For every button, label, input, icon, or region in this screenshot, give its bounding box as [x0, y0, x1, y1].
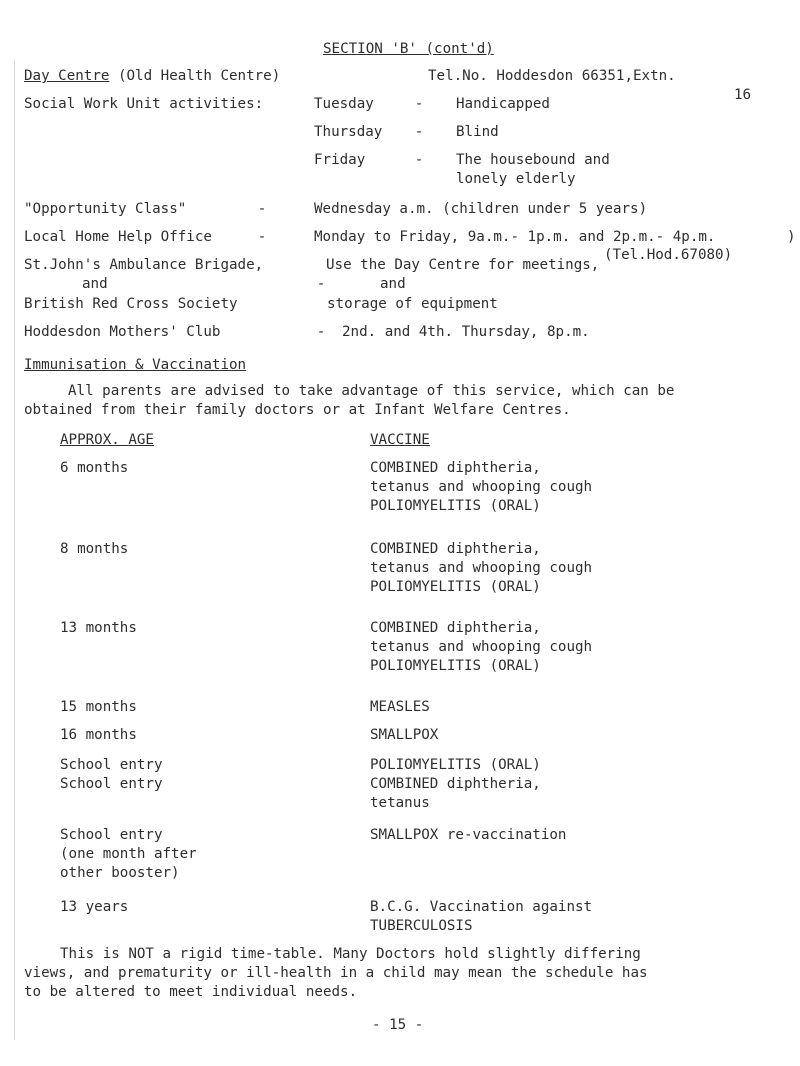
- red-cross-label: British Red Cross Society: [24, 296, 238, 312]
- day-centre-telephone: Tel.No. Hoddesdon 66351,Extn.: [428, 68, 676, 84]
- footer-note-line: to be altered to meet individual needs.: [24, 984, 358, 1000]
- page-edge-rule: [14, 60, 15, 1040]
- intro-line: All parents are advised to take advantage of this service, which can be: [68, 383, 675, 399]
- row-dash: -: [257, 201, 267, 217]
- storage-text: storage of equipment: [327, 296, 498, 312]
- opportunity-class-text: Wednesday a.m. (children under 5 years): [314, 201, 648, 217]
- meetings-and: and: [380, 276, 406, 292]
- day-centre-extension: 16: [734, 87, 752, 103]
- vaccine-line: COMBINED diphtheria,: [370, 776, 541, 792]
- day-centre-name: Day Centre: [24, 68, 110, 84]
- meetings-text: Use the Day Centre for meetings,: [326, 257, 600, 273]
- schedule-dash: -: [414, 152, 424, 168]
- schedule-dash: -: [414, 96, 424, 112]
- schedule-day: Tuesday: [314, 96, 374, 112]
- vaccine-line: POLIOMYELITIS (ORAL): [370, 757, 541, 773]
- vaccine-line: POLIOMYELITIS (ORAL): [370, 579, 541, 595]
- mothers-club-label: Hoddesdon Mothers' Club: [24, 324, 221, 340]
- vaccine-line: tetanus: [370, 795, 430, 811]
- vaccine-line: tetanus and whooping cough: [370, 479, 593, 495]
- vaccine-line: SMALLPOX re-vaccination: [370, 827, 567, 843]
- vaccine-line: COMBINED diphtheria,: [370, 460, 541, 476]
- day-centre-title: [24, 67, 280, 86]
- age-cell: 13 months: [60, 620, 137, 636]
- row-dash: -: [316, 324, 326, 340]
- and-label: and: [82, 276, 108, 292]
- age-cell: 15 months: [60, 699, 137, 715]
- schedule-activity: Handicapped: [456, 96, 550, 112]
- age-cell: 13 years: [60, 899, 129, 915]
- opportunity-class-label: "Opportunity Class": [24, 201, 187, 217]
- mothers-club-text: 2nd. and 4th. Thursday, 8p.m.: [342, 324, 590, 340]
- page-number: - 15 -: [372, 1017, 424, 1033]
- schedule-day: Thursday: [314, 124, 383, 140]
- vaccine-line: tetanus and whooping cough: [370, 639, 593, 655]
- day-centre-title-rest: (Old Health Centre): [117, 68, 281, 84]
- schedule-day: Friday: [314, 152, 366, 168]
- schedule-dash: -: [414, 124, 424, 140]
- schedule-activity: Blind: [456, 124, 499, 140]
- vaccine-line: POLIOMYELITIS (ORAL): [370, 658, 541, 674]
- age-cell: 8 months: [60, 541, 129, 557]
- vaccine-line: POLIOMYELITIS (ORAL): [370, 498, 541, 514]
- row-dash: -: [257, 229, 267, 245]
- footer-note-line: This is NOT a rigid time-table. Many Doctors hold slightly differing: [60, 946, 641, 962]
- vaccine-line: tetanus and whooping cough: [370, 560, 593, 576]
- age-cell: School entry: [60, 827, 163, 843]
- vaccine-line: TUBERCULOSIS: [370, 918, 473, 934]
- age-cell: School entry: [60, 776, 163, 792]
- vaccine-line: SMALLPOX: [370, 727, 439, 743]
- footer-note-line: views, and prematurity or ill-health in a child may mean the schedule has: [24, 965, 648, 981]
- age-cell: School entry: [60, 757, 163, 773]
- column-header-age: APPROX. AGE: [60, 432, 154, 448]
- immunisation-heading: Immunisation & Vaccination: [24, 357, 247, 373]
- age-cell-note: (one month after: [60, 846, 197, 862]
- schedule-activity: The housebound and lonely elderly: [456, 152, 610, 187]
- age-cell: 16 months: [60, 727, 137, 743]
- column-header-vaccine: VACCINE: [370, 432, 430, 448]
- bracket-close: ): [787, 229, 796, 245]
- vaccine-line: MEASLES: [370, 699, 430, 715]
- home-help-label: Local Home Help Office: [24, 229, 212, 245]
- vaccine-line: COMBINED diphtheria,: [370, 541, 541, 557]
- home-help-text: Monday to Friday, 9a.m.- 1p.m. and 2p.m.- 4p.m.: [314, 229, 716, 245]
- ambulance-brigade-label: St.John's Ambulance Brigade,: [24, 257, 264, 273]
- section-header: SECTION 'B' (cont'd): [323, 41, 494, 57]
- social-work-label: Social Work Unit activities:: [24, 96, 264, 112]
- meetings-telephone: (Tel.Hod.67080): [604, 247, 733, 263]
- vaccine-line: COMBINED diphtheria,: [370, 620, 541, 636]
- vaccine-line: B.C.G. Vaccination against: [370, 899, 593, 915]
- row-dash: -: [316, 276, 326, 292]
- age-cell-note: other booster): [60, 865, 180, 881]
- intro-line: obtained from their family doctors or at Infant Welfare Centres.: [24, 402, 571, 418]
- age-cell: 6 months: [60, 460, 129, 476]
